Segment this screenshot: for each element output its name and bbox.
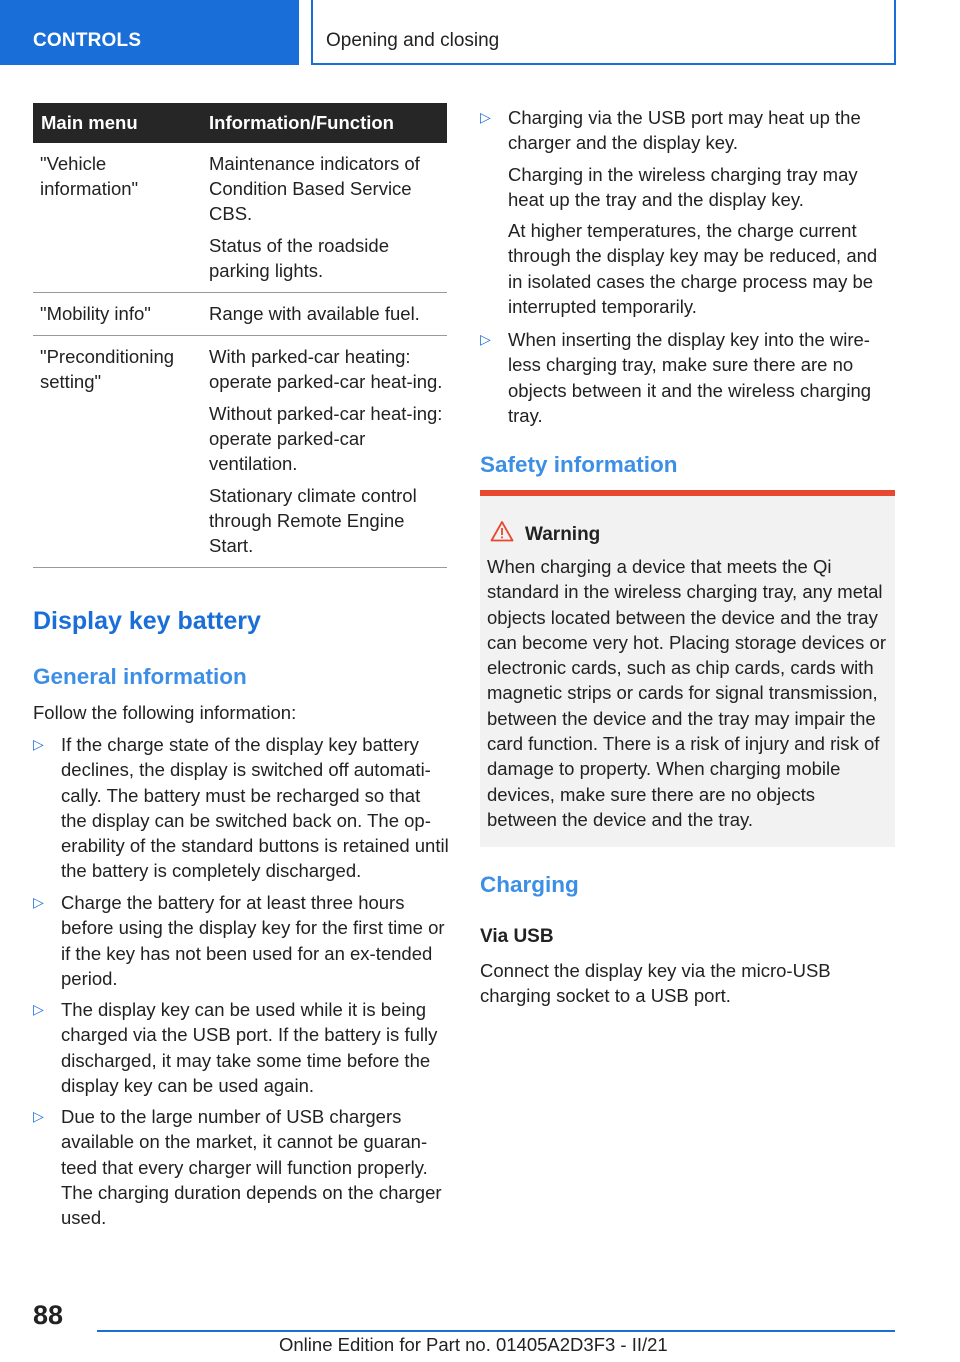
bullet-triangle-icon: ▷ — [33, 1108, 44, 1124]
table-row — [33, 336, 447, 568]
topic-label: Opening and closing — [326, 30, 500, 51]
list-item: ▷ Due to the large number of USB chargers available on the market, it cannot be guaran-teed that every charger will function properly. The charging duration depends on the charger used. — [33, 1106, 442, 1229]
warning-title: Warning — [525, 524, 601, 545]
edition-text: Online Edition for Part no. 01405A2D3F3 - II/21 — [279, 1334, 668, 1355]
footer-divider — [97, 1330, 895, 1332]
table-header — [33, 103, 447, 143]
info-cell: Range with available fuel. — [209, 303, 420, 324]
page-number: 88 — [33, 1300, 64, 1330]
menu-cell: "Vehicle information" — [40, 153, 139, 199]
bullet-triangle-icon: ▷ — [480, 331, 491, 347]
info-cell: Maintenance indicators of Condition Based Service CBS. Status of the roadside parking lights. — [209, 153, 420, 281]
bullet-triangle-icon: ▷ — [33, 894, 44, 910]
safety-title: Safety information — [480, 452, 678, 477]
list-item: ▷ If the charge state of the display key battery declines, the display is switched off automati-cally. The battery must be recharged so that the display can be switched back on. The op-erability of the standard buttons is retained until the battery is completely discharged. — [33, 734, 449, 882]
column-header-menu: Main menu — [41, 112, 138, 133]
bullet-triangle-icon: ▷ — [33, 736, 44, 752]
list-item: ▷ When inserting the display key into the wire-less charging tray, make sure there are no objects between it and the wireless charging tray. — [480, 329, 872, 426]
column-header-info: Information/Function — [209, 112, 394, 133]
topic-tab — [311, 0, 896, 65]
bullet-triangle-icon: ▷ — [480, 109, 491, 125]
menu-cell: "Mobility info" — [40, 303, 151, 324]
warning-text: When charging a device that meets the Qi standard in the wireless charging tray, any metal objects located between the device and the tray can become very hot. Placing storage devices or electronic cards, such as chip cards, cards with magnetic strips or cards for signal transmission, between the device and the tray may impair the card function. There is a risk of injury and risk of damage to property. When charging mobile devices, make sure there are no objects between the device and the tray. — [487, 556, 886, 830]
info-cell: With parked-car heating: operate parked-car heat-ing. Without parked-car heat-ing: operate parked-car ventilation. Stationary climate control through Remote Engine Start. — [209, 346, 443, 556]
section-title: Display key battery — [33, 607, 261, 635]
via-usb-text: Connect the display key via the micro-USB charging socket to a USB port. — [480, 960, 831, 1007]
table-row — [33, 293, 447, 336]
intro-text: Follow the following information: — [33, 702, 297, 723]
charging-title: Charging — [480, 872, 579, 897]
list-item: ▷ Charging via the USB port may heat up the charger and the display key. Charging in the wireless charging tray may heat up the tray and the display key. At higher temperatures, the charge current through the display key may be reduced, and in isolated cases the charge process may be interrupted temporarily. — [480, 107, 878, 318]
warning-triangle-icon — [490, 520, 514, 542]
section-label: CONTROLS — [33, 30, 142, 51]
warning-box — [480, 490, 895, 847]
subsection-title: General information — [33, 664, 247, 689]
section-tab — [0, 0, 299, 65]
menu-cell: "Preconditioning setting" — [40, 346, 175, 392]
list-item: ▷ The display key can be used while it is being charged via the USB port. If the battery is fully discharged, it may take some time before the display key can be used again. — [33, 999, 438, 1096]
via-usb-title: Via USB — [480, 926, 554, 947]
list-item: ▷ Charge the battery for at least three hours before using the display key for the first time or if the key has not been used for an ex-tended period. — [33, 892, 445, 989]
bullet-triangle-icon: ▷ — [33, 1001, 44, 1017]
menu-table — [33, 103, 447, 568]
table-row — [33, 143, 447, 293]
